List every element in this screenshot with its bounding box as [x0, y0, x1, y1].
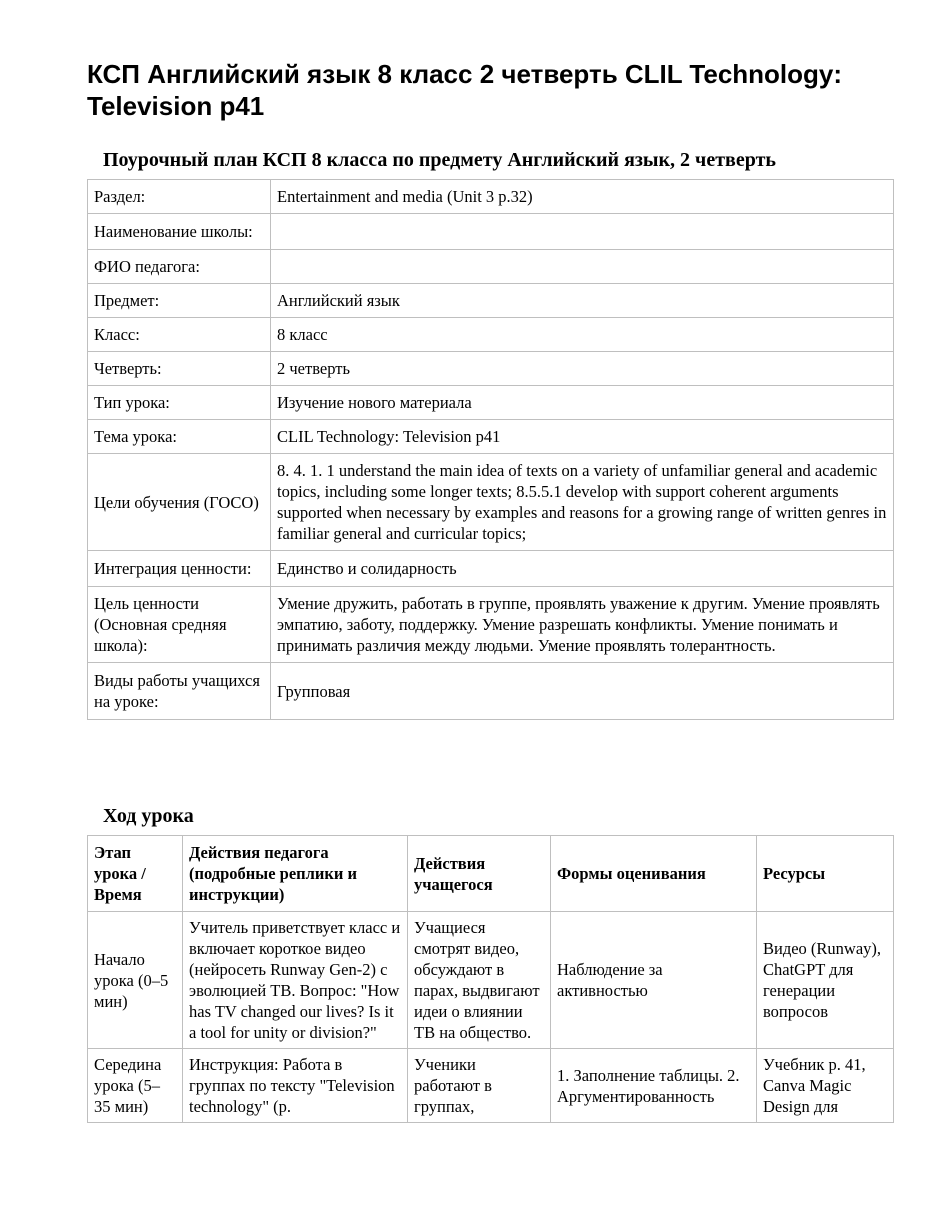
- lesson-course-table: [87, 835, 894, 1123]
- info-label: Наименование школы:: [88, 214, 271, 250]
- info-label: Интеграция ценности:: [88, 551, 271, 587]
- lesson-plan-heading: Поурочный план КСП 8 класса по предмету Английский язык, 2 четверть: [103, 149, 776, 171]
- info-row-teacher: [88, 250, 894, 284]
- info-value: Умение дружить, работать в группе, проявлять уважение к другим. Умение проявлять эмпатию, заботу, поддержку. Умение разрешать конфликты. Умение понимать и принимать различия между людьми. Умение проявлять толерантность.: [271, 587, 894, 663]
- info-row-section: [88, 180, 894, 214]
- info-label: ФИО педагога:: [88, 250, 271, 284]
- info-value: 2 четверть: [271, 352, 894, 386]
- info-row-school: [88, 214, 894, 250]
- info-row-work-types: [88, 663, 894, 720]
- info-row-grade: [88, 318, 894, 352]
- course-header-row: [88, 836, 894, 912]
- info-label: Виды работы учащихся на уроке:: [88, 663, 271, 720]
- stage-cell: Начало урока (0–5 мин): [88, 912, 183, 1049]
- info-label: Раздел:: [88, 180, 271, 214]
- stage-cell: Середина урока (5–35 мин): [88, 1049, 183, 1123]
- teacher-actions-cell: Инструкция: Работа в группах по тексту "Television technology" (p.: [183, 1049, 408, 1123]
- lesson-info-table: [87, 179, 894, 720]
- info-value: [271, 250, 894, 284]
- info-label: Предмет:: [88, 284, 271, 318]
- info-row-subject: [88, 284, 894, 318]
- info-label: Цели обучения (ГОСО): [88, 454, 271, 551]
- info-value: Изучение нового материала: [271, 386, 894, 420]
- page-title: КСП Английский язык 8 класс 2 четверть CLIL Technology: Television p41: [87, 59, 843, 121]
- resources-cell: Видео (Runway), ChatGPT для генерации вопросов: [757, 912, 894, 1049]
- course-row-start: [88, 912, 894, 1049]
- info-label: Тип урока:: [88, 386, 271, 420]
- lesson-course-heading: Ход урока: [103, 805, 194, 827]
- info-label: Тема урока:: [88, 420, 271, 454]
- info-value: CLIL Technology: Television p41: [271, 420, 894, 454]
- info-label: Класс:: [88, 318, 271, 352]
- header-student-actions: Действия учащегося: [408, 836, 551, 912]
- header-teacher-actions: Действия педагога (подробные реплики и инструкции): [183, 836, 408, 912]
- info-value: [271, 214, 894, 250]
- info-row-quarter: [88, 352, 894, 386]
- student-actions-cell: Ученики работают в группах,: [408, 1049, 551, 1123]
- info-row-lesson-type: [88, 386, 894, 420]
- header-resources: Ресурсы: [757, 836, 894, 912]
- info-value: Единство и солидарность: [271, 551, 894, 587]
- student-actions-cell: Учащиеся смотрят видео, обсуждают в парах, выдвигают идеи о влиянии ТВ на общество.: [408, 912, 551, 1049]
- header-stage: Этап урока / Время: [88, 836, 183, 912]
- info-row-lesson-topic: [88, 420, 894, 454]
- info-value: 8. 4. 1. 1 understand the main idea of texts on a variety of unfamiliar general and academic topics, including some longer texts; 8.5.5.1 develop with support coherent arguments supported when necessary by examples and reasons for a growing range of written genres in familiar general and curricular topics;: [271, 454, 894, 551]
- info-value: Английский язык: [271, 284, 894, 318]
- info-value: Entertainment and media (Unit 3 p.32): [271, 180, 894, 214]
- info-value: Групповая: [271, 663, 894, 720]
- assessment-cell: 1. Заполнение таблицы. 2. Аргументированность: [551, 1049, 757, 1123]
- info-row-learning-objectives: [88, 454, 894, 551]
- info-row-value-integration: [88, 551, 894, 587]
- resources-cell: Учебник p. 41, Canva Magic Design для: [757, 1049, 894, 1123]
- info-value: 8 класс: [271, 318, 894, 352]
- info-row-value-goal: [88, 587, 894, 663]
- info-label: Четверть:: [88, 352, 271, 386]
- course-row-middle: [88, 1049, 894, 1123]
- header-assessment: Формы оценивания: [551, 836, 757, 912]
- assessment-cell: Наблюдение за активностью: [551, 912, 757, 1049]
- info-label: Цель ценности (Основная средняя школа):: [88, 587, 271, 663]
- teacher-actions-cell: Учитель приветствует класс и включает короткое видео (нейросеть Runway Gen-2) с эволюцией ТВ. Вопрос: "How has TV changed our lives? Is it a tool for unity or division?": [183, 912, 408, 1049]
